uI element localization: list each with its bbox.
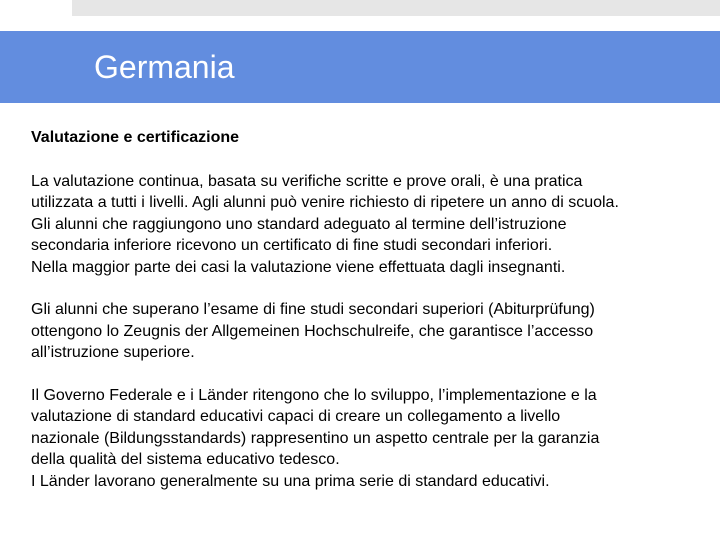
paragraph-standards: Il Governo Federale e i Länder ritengono che lo sviluppo, l’implementazione e la valutazione di standard educativi capaci di creare un collegamento a livello nazionale (Bildungsstandards) rappresentino un aspetto centrale per la garanzia della qualità del sistema educativo tedesco. I Länder lavorano generalmente su una prima serie di standard educativi. xyxy=(31,386,600,490)
top-decorative-bar xyxy=(72,0,720,16)
slide-title: Germania xyxy=(94,49,235,85)
paragraph-abitur: Gli alunni che superano l’esame di fine studi secondari superiori (Abiturprüfung) ottengono lo Zeugnis der Allgemeinen Hochschulreife, che garantisce l’accesso all’istruzione superiore. xyxy=(31,301,595,361)
section-heading: Valutazione e certificazione xyxy=(31,129,240,146)
paragraph-assessment: La valutazione continua, basata su verifiche scritte e prove orali, è una pratica utilizzata a tutti i livelli. Agli alunni può venire richiesto di ripetere un anno di scuola. Gli alunni che raggiungono uno standard adeguato al termine dell’istruzione secondaria inferiore ricevono un certificato di fine studi secondari inferiori. Nella maggior parte dei casi la valutazione viene effettuata dagli insegnanti. xyxy=(31,172,619,276)
slide-content xyxy=(31,127,706,492)
